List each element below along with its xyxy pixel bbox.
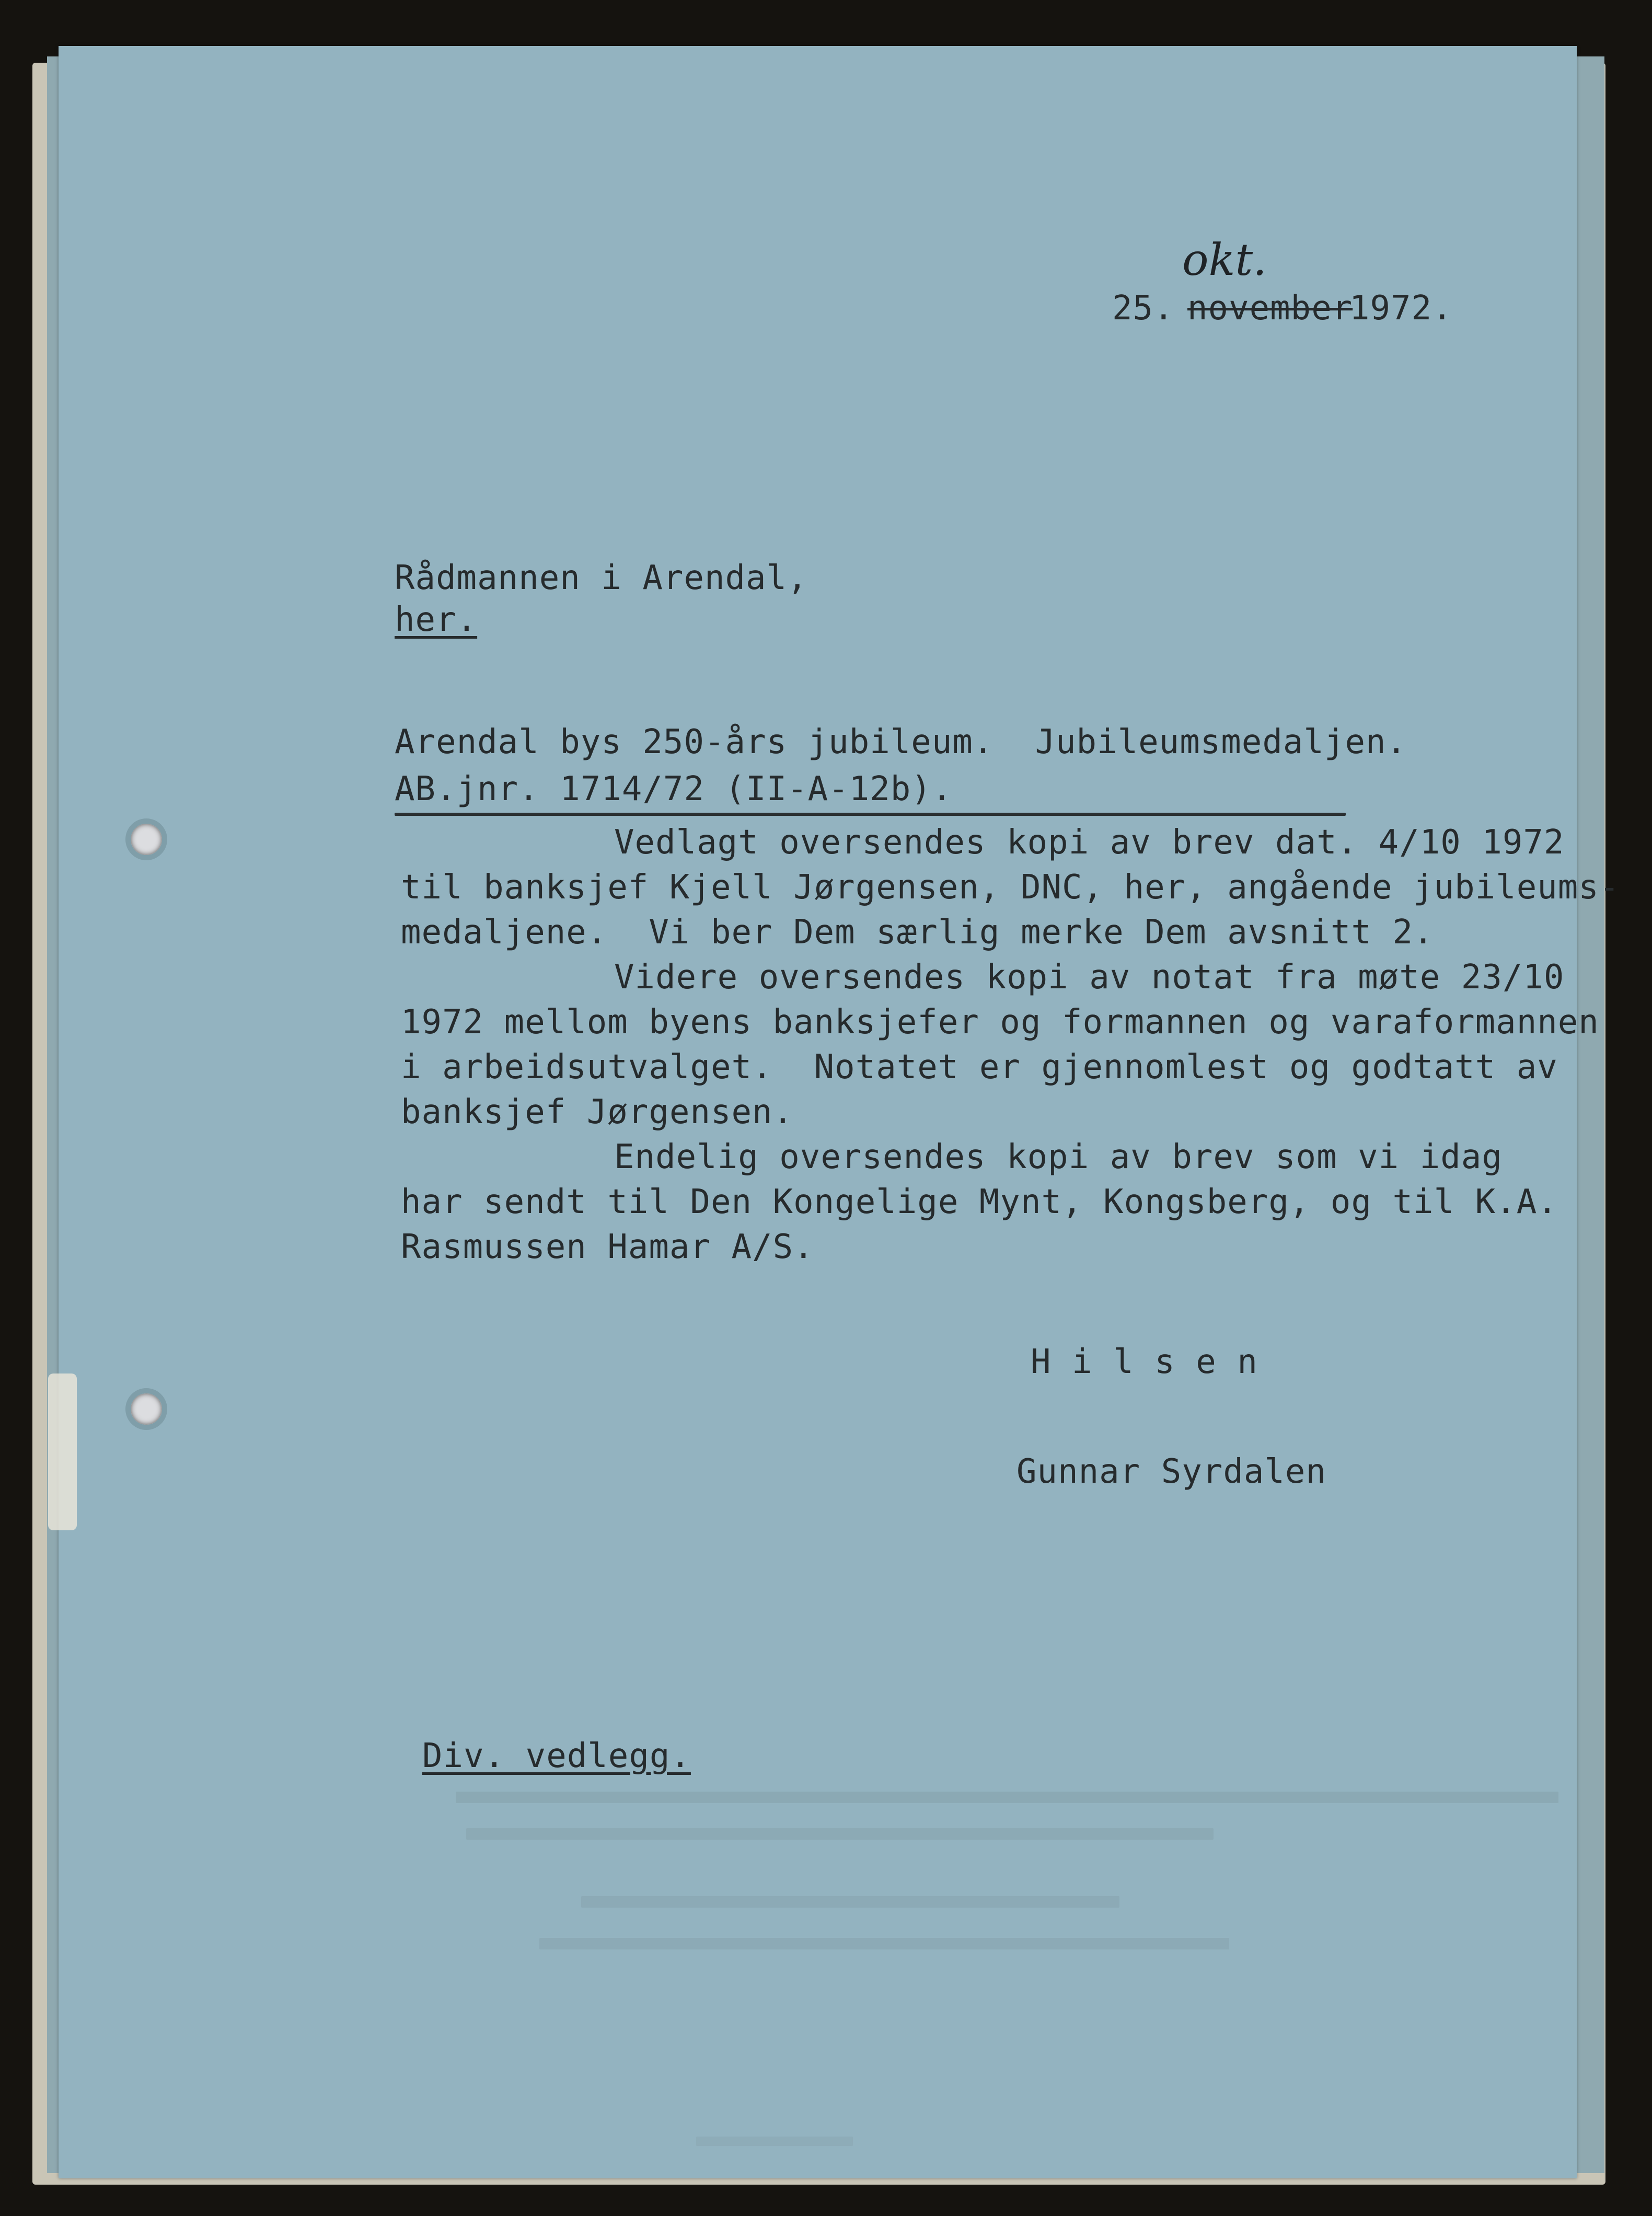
body-line: banksjef Jørgensen. [401, 1093, 794, 1132]
date-day: 25. [1112, 289, 1174, 328]
date-month-struck: november [1187, 289, 1353, 328]
body-line: Vedlagt oversendes kopi av brev dat. 4/10 1972 [614, 823, 1565, 862]
punch-hole-top [125, 818, 167, 860]
date-year: 1972. [1349, 289, 1453, 328]
handwritten-month-correction: okt. [1182, 234, 1267, 285]
greeting: H i l s e n [1031, 1343, 1258, 1381]
body-line: medaljene. Vi ber Dem særlig merke Dem avsnitt 2. [401, 913, 1434, 952]
body-line: Rasmussen Hamar A/S. [401, 1228, 814, 1266]
punch-hole-bottom [125, 1388, 167, 1430]
subject-reference: AB.jnr. 1714/72 (II-A-12b). [395, 770, 953, 809]
body-line: Videre oversendes kopi av notat fra møte 23/10 [614, 958, 1565, 997]
body-line: til banksjef Kjell Jørgensen, DNC, her, angående jubileums- [401, 868, 1620, 907]
recipient-location: her. [395, 601, 478, 639]
tape-strip [48, 1374, 77, 1530]
letter-sheet [59, 46, 1620, 2178]
recipient-name: Rådmannen i Arendal, [395, 559, 808, 597]
body-line: i arbeidsutvalget. Notatet er gjennomlest og godtatt av [401, 1048, 1558, 1087]
enclosure-note: Div. vedlegg. [422, 1737, 691, 1775]
subject-underline [395, 813, 1346, 816]
subject-title: Arendal bys 250-års jubileum. Jubileumsmedaljen. [395, 723, 1407, 761]
signature-name: Gunnar Syrdalen [1016, 1452, 1326, 1491]
body-line: Endelig oversendes kopi av brev som vi idag [614, 1138, 1503, 1176]
body-line: 1972 mellom byens banksjefer og formannen og varaformannen [401, 1003, 1599, 1042]
body-line: har sendt til Den Kongelige Mynt, Kongsberg, og til K.A. [401, 1183, 1558, 1221]
